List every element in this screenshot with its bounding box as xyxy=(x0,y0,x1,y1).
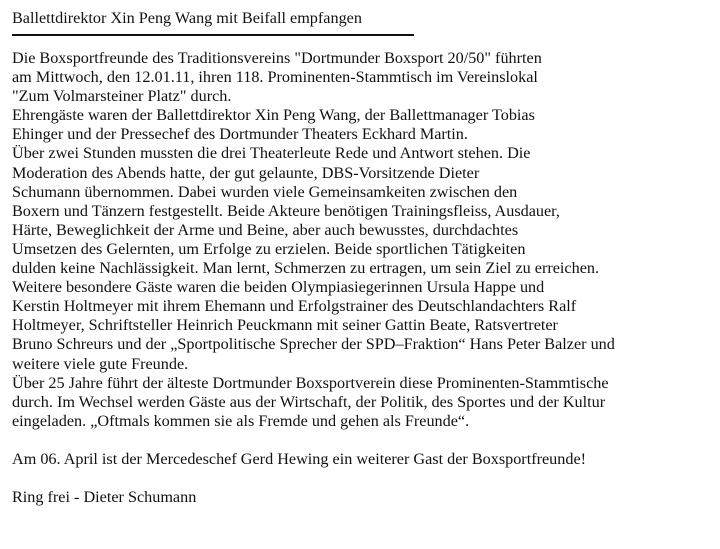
body-line: Schumann übernommen. Dabei wurden viele Gemeinsamkeiten zwischen den xyxy=(12,182,518,201)
body-line: Ehrengäste waren der Ballettdirektor Xin Peng Wang, der Ballettmanager Tobias xyxy=(12,106,535,125)
announcement-line: Am 06. April ist der Mercedeschef Gerd Hewing ein weiterer Gast der Boxsportfreunde! xyxy=(12,449,587,468)
body-line: Weitere besondere Gäste waren die beiden Olympiasiegerinnen Ursula Happe und xyxy=(12,278,545,297)
body-line: Umsetzen des Gelernten, um Erfolge zu erzielen. Beide sportlichen Tätigkeiten xyxy=(12,239,526,258)
body-line: Moderation des Abends hatte, der gut gelaunte, DBS-Vorsitzende Dieter xyxy=(12,163,480,182)
body-line: Kerstin Holtmeyer mit ihrem Ehemann und Erfolgstrainer des Deutschlandachters Ralf xyxy=(12,297,577,316)
paragraph-gap xyxy=(12,469,712,488)
body-line: Härte, Beweglichkeit der Arme und Beine, aber auch bewusstes, durchdachtes xyxy=(12,220,519,239)
body-line: "Zum Volmarsteiner Platz" durch. xyxy=(12,87,232,106)
body-line: weitere viele gute Freunde. xyxy=(12,354,189,373)
title-underline-divider xyxy=(12,34,414,36)
body-line: Boxern und Tänzern festgestellt. Beide Akteure benötigen Trainingsfleiss, Ausdauer, xyxy=(12,201,560,220)
body-line: am Mittwoch, den 12.01.11, ihren 118. Prominenten-Stammtisch im Vereinslokal xyxy=(12,68,538,87)
signature-line: Ring frei - Dieter Schumann xyxy=(12,488,197,507)
paragraph-gap xyxy=(12,431,712,450)
body-line: durch. Im Wechsel werden Gäste aus der Wirtschaft, der Politik, des Sportes und der Kultur xyxy=(12,392,606,411)
body-line: Über 25 Jahre führt der älteste Dortmunder Boxsportverein diese Prominenten-Stammtische xyxy=(12,373,609,392)
article-page xyxy=(12,8,712,507)
body-line: Über zwei Stunden mussten die drei Theaterleute Rede und Antwort stehen. Die xyxy=(12,144,531,163)
body-line: dulden keine Nachlässigkeit. Man lernt, Schmerzen zu ertragen, um sein Ziel zu erreichen. xyxy=(12,259,600,278)
article-title: Ballettdirektor Xin Peng Wang mit Beifall empfangen xyxy=(12,9,362,27)
body-line: Holtmeyer, Schriftsteller Heinrich Peuckmann mit seiner Gattin Beate, Ratsvertreter xyxy=(12,316,558,335)
body-line: Bruno Schreurs und der „Sportpolitische Sprecher der SPD–Fraktion“ Hans Peter Balzer und xyxy=(12,335,615,354)
article-body xyxy=(12,49,712,431)
body-line: Ehinger und der Pressechef des Dortmunder Theaters Eckhard Martin. xyxy=(12,125,468,144)
body-line: eingeladen. „Oftmals kommen sie als Fremde und gehen als Freunde“. xyxy=(12,411,470,430)
body-line: Die Boxsportfreunde des Traditionsvereins "Dortmunder Boxsport 20/50" führten xyxy=(12,49,542,67)
